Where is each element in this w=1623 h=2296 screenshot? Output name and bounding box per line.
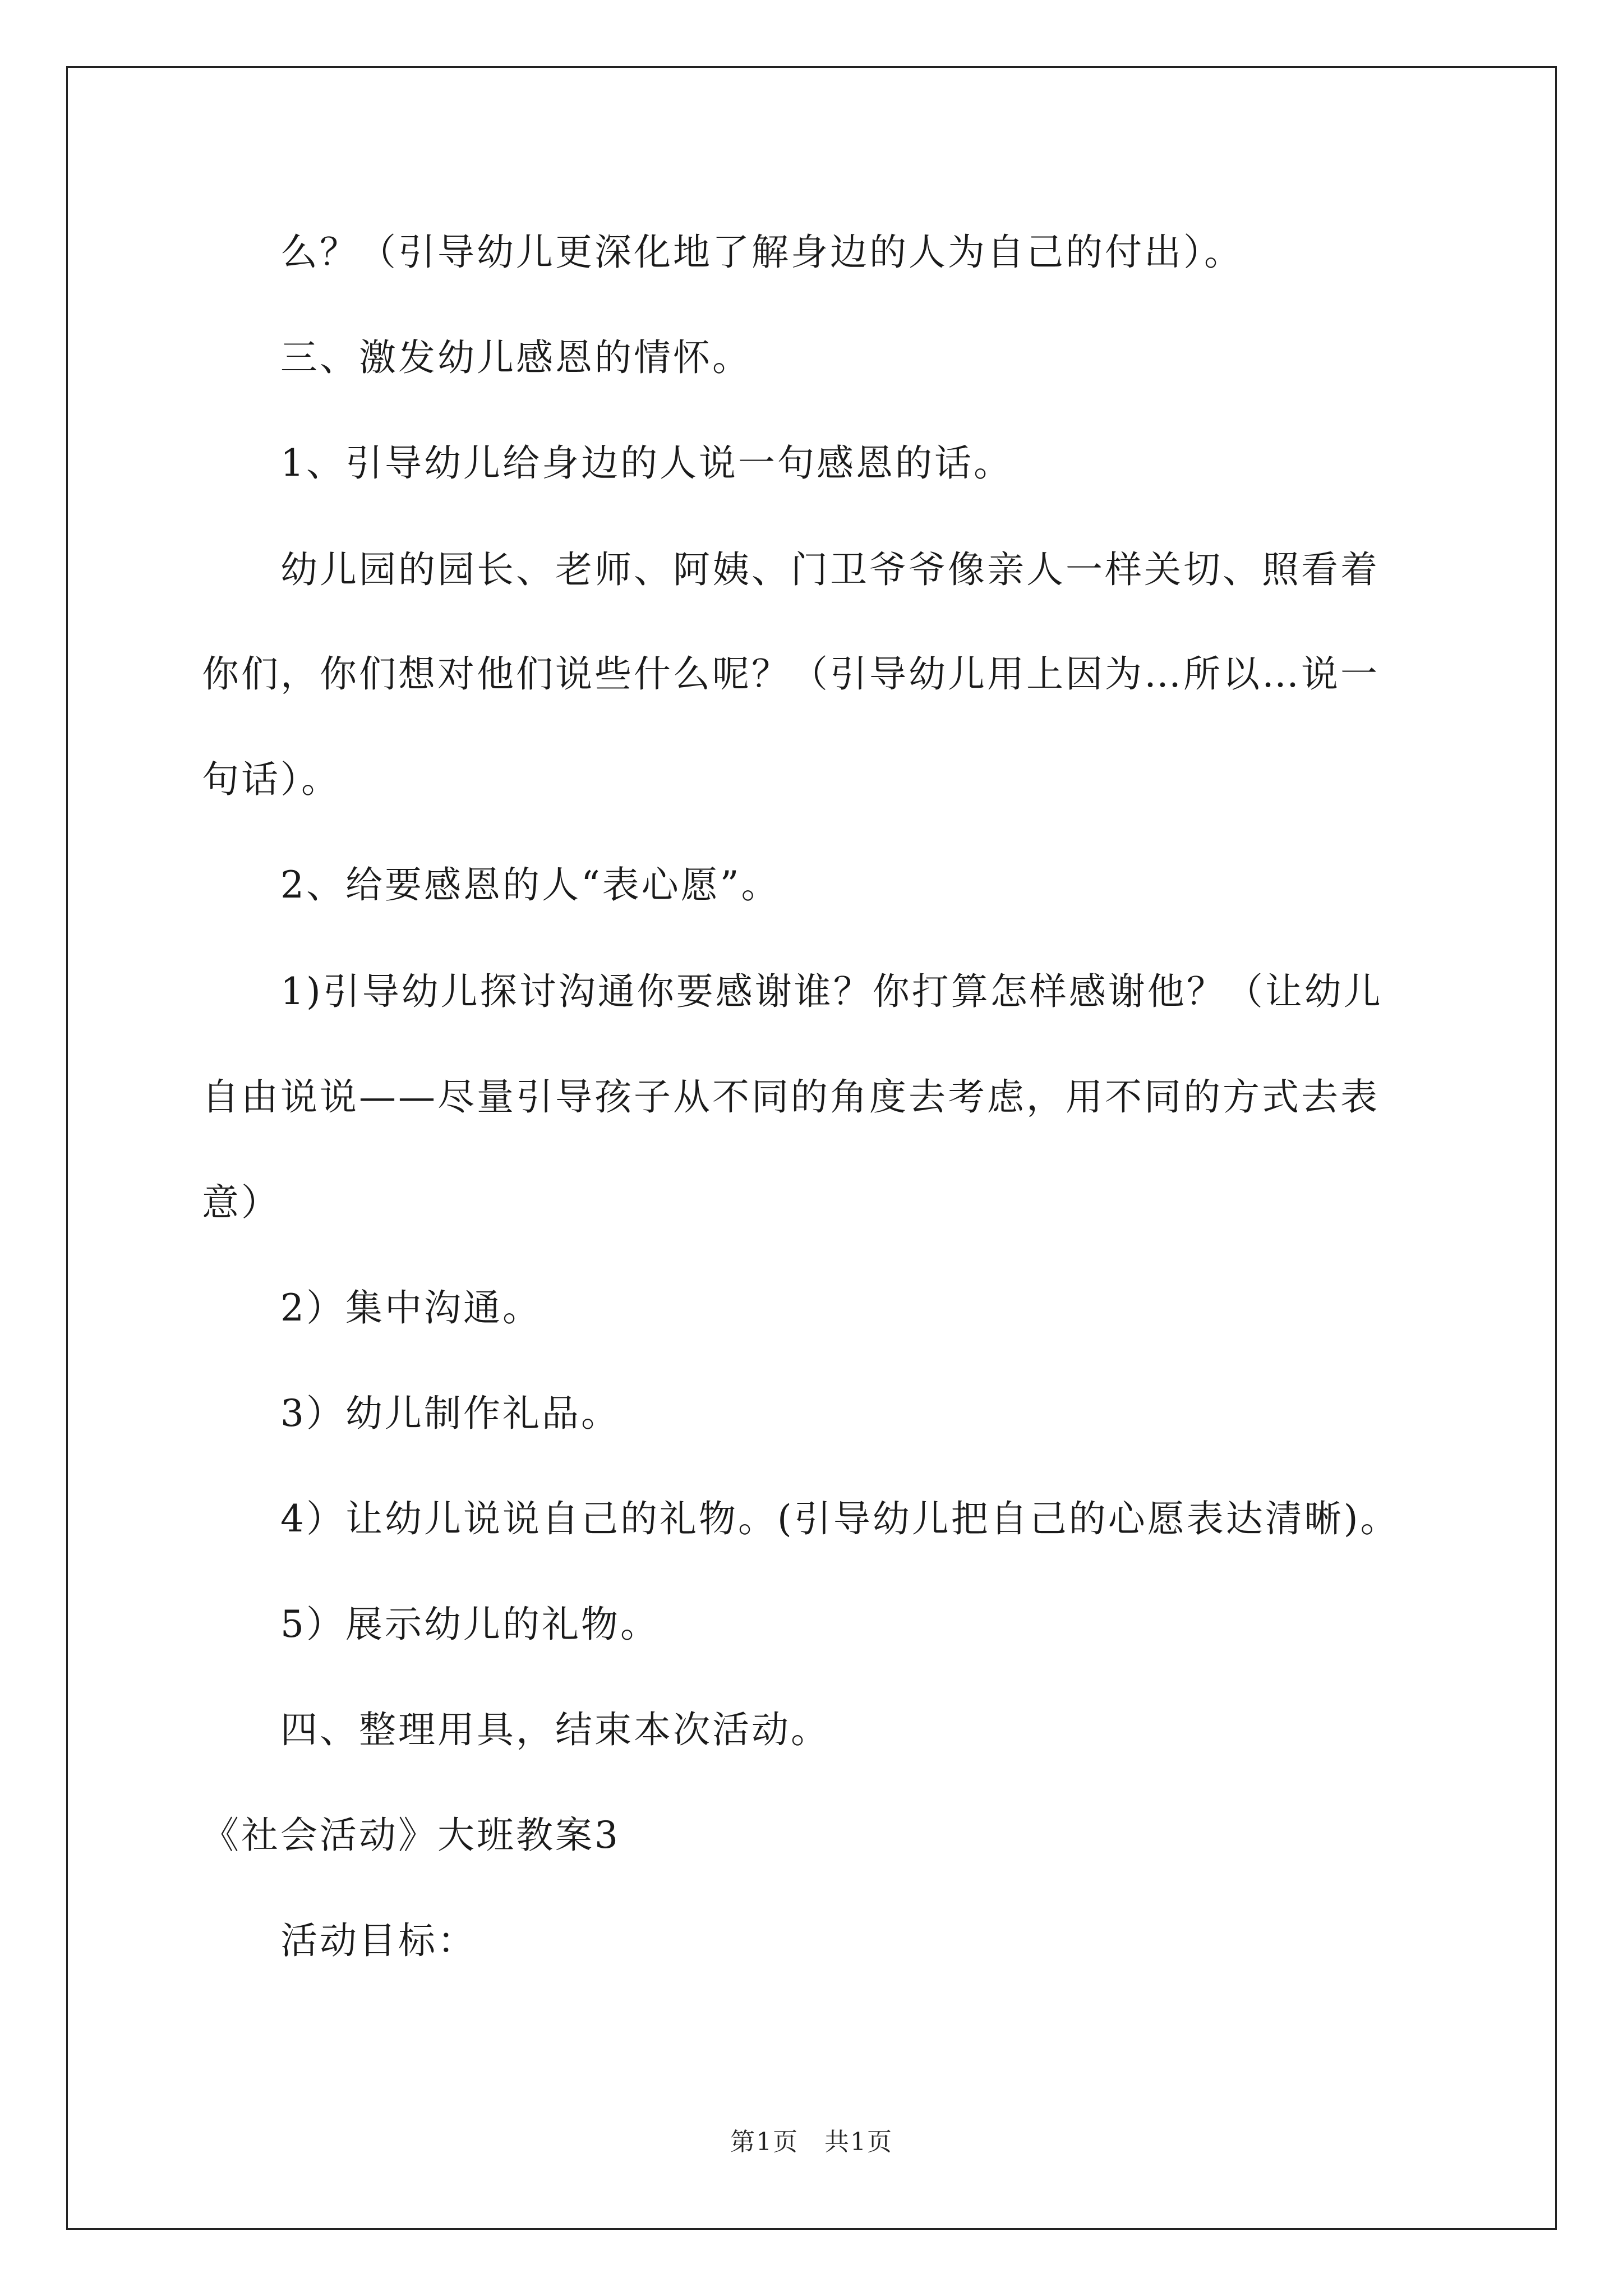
section-heading: 《社会活动》大班教案3 bbox=[202, 1814, 620, 1857]
text-line: 4）让幼儿说说自己的礼物。(引导幼儿把自己的心愿表达清晰)。 bbox=[280, 1497, 1400, 1540]
text-line: 么？（引导幼儿更深化地了解身边的人为自己的付出）。 bbox=[280, 231, 1243, 274]
text-line: 四、整理用具，结束本次活动。 bbox=[280, 1708, 830, 1751]
text-line: 1)引导幼儿探讨沟通你要感谢谁？你打算怎样感谢他？（让幼儿 bbox=[280, 970, 1383, 1013]
text-line: 句话）。 bbox=[202, 758, 340, 801]
text-line: 自由说说——尽量引导孩子从不同的角度去考虑，用不同的方式去表 bbox=[202, 1075, 1380, 1119]
text-line: 2）集中沟通。 bbox=[280, 1286, 542, 1329]
text-line: 幼儿园的园长、老师、阿姨、门卫爷爷像亲人一样关切、照看着 bbox=[280, 548, 1380, 591]
text-line: 5）展示幼儿的礼物。 bbox=[280, 1603, 660, 1646]
page-border bbox=[66, 66, 1557, 2230]
text-line: 你们，你们想对他们说些什么呢？（引导幼儿用上因为…所以…说一 bbox=[202, 652, 1380, 696]
text-line: 意） bbox=[202, 1181, 280, 1224]
text-line: 三、激发幼儿感恩的情怀。 bbox=[280, 336, 751, 379]
text-line: 2、给要感恩的人“表心愿”。 bbox=[280, 863, 781, 907]
text-line: 活动目标： bbox=[280, 1919, 477, 1962]
page-footer: 第1页 共1页 bbox=[730, 2128, 893, 2156]
text-line: 3）幼儿制作礼品。 bbox=[280, 1392, 620, 1435]
text-line: 1、引导幼儿给身边的人说一句感恩的话。 bbox=[280, 441, 1013, 485]
